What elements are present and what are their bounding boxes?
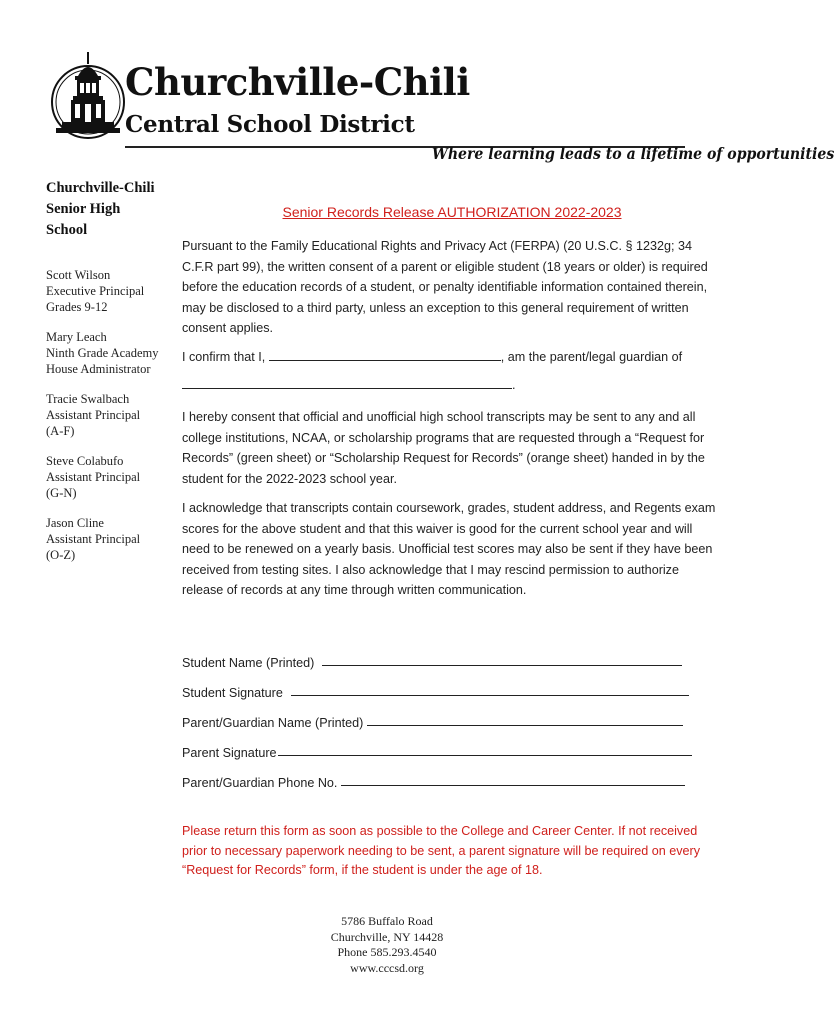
- website-link[interactable]: www.cccsd.org: [350, 960, 424, 975]
- student-name-field[interactable]: [182, 650, 682, 670]
- field-line[interactable]: [367, 724, 683, 726]
- city-state-zip: Churchville, NY 14428: [330, 929, 444, 944]
- student-signature-field[interactable]: [182, 680, 689, 700]
- staff-name: Steve Colabufo: [46, 454, 124, 468]
- consent-paragraph: I hereby consent that official and unofficial high school transcripts may be sent to any and all college institutions, NCAA, or scholarship programs that are requested through a “Request for Records” (green sheet) or “Scholarship Request for Records” (orange sheet) handed in by the student for the 2022-2023 school year.: [182, 410, 705, 486]
- field-label: Parent Signature: [182, 746, 277, 760]
- return-notice: Please return this form as soon as possible to the College and Career Center. If not received prior to necessary paperwork needing to be sent, a parent signature will be required on every “Request for Records” form, if the student is under the age of 18.: [182, 824, 701, 877]
- staff-title: Ninth Grade Academy: [46, 346, 159, 360]
- phone-number: Phone 585.293.4540: [337, 945, 437, 959]
- district-tagline: Where learning leads to a lifetime of opportunities: [432, 144, 834, 163]
- field-label: Student Signature: [182, 686, 283, 700]
- staff-entry: [46, 267, 176, 315]
- ferpa-intro-paragraph: Pursuant to the Family Educational Rights and Privacy Act (FERPA) (20 U.S.C. § 1232g; 34 C.F.R part 99), the written consent of a parent or eligible student (18 years or older) is required before the education records of a student, or penalty identifiable information contained therein, may be disclosed to a third party, unless an exception to this general requirement of written consent applies.: [182, 239, 708, 335]
- acknowledge-paragraph: I acknowledge that transcripts contain coursework, grades, student address, and Regents exam scores for the above student and that this waiver is good for the current school year and will need to be renewed on a yearly basis. Unofficial test scores may also be sent if they have been received from testing sites. I also acknowledge that I may rescind permission to authorize release of records at any time through written communication.: [182, 501, 716, 597]
- staff-name: Mary Leach: [46, 330, 107, 344]
- staff-entry: [46, 329, 176, 377]
- field-line[interactable]: [322, 664, 682, 666]
- field-label: Parent/Guardian Name (Printed): [182, 716, 364, 730]
- staff-title: (O-Z): [46, 548, 76, 562]
- school-bell-tower-logo: [48, 50, 126, 150]
- staff-entry: [46, 453, 176, 501]
- parent-name-field[interactable]: [182, 710, 683, 730]
- staff-title: (A-F): [46, 424, 75, 438]
- field-line[interactable]: [341, 784, 685, 786]
- confirm-suffix: , am the parent/legal guardian of: [500, 350, 683, 364]
- street-address: 5786 Buffalo Road: [341, 914, 433, 928]
- confirm-line: [182, 347, 722, 368]
- field-line[interactable]: [278, 754, 692, 756]
- field-label: Parent/Guardian Phone No.: [182, 776, 338, 790]
- staff-title: (G-N): [46, 486, 77, 500]
- staff-title: Assistant Principal: [46, 532, 141, 546]
- parent-name-blank[interactable]: [269, 347, 501, 361]
- staff-entry: [46, 515, 176, 563]
- school-name: Churchville-Chili Senior High School: [46, 180, 155, 238]
- staff-title: Assistant Principal: [46, 470, 141, 484]
- field-line[interactable]: [291, 694, 689, 696]
- staff-name: Jason Cline: [46, 516, 104, 530]
- confirm-prefix: I confirm that I,: [182, 350, 266, 364]
- district-subtitle: Central School District: [125, 111, 415, 138]
- district-name: Churchville-Chili: [125, 60, 470, 104]
- staff-title: Assistant Principal: [46, 408, 141, 422]
- staff-name: Scott Wilson: [46, 268, 111, 282]
- student-name-line: .: [182, 375, 722, 396]
- staff-title: Grades 9-12: [46, 300, 108, 314]
- field-label: Student Name (Printed): [182, 656, 315, 670]
- student-name-blank[interactable]: [182, 375, 512, 389]
- parent-phone-field[interactable]: [182, 770, 685, 790]
- staff-title: House Administrator: [46, 362, 151, 376]
- staff-name: Tracie Swalbach: [46, 392, 130, 406]
- parent-signature-field[interactable]: [182, 740, 692, 760]
- form-title: Senior Records Release AUTHORIZATION 2022-2023: [282, 204, 622, 220]
- school-address-footer: [282, 914, 492, 976]
- staff-entry: [46, 391, 176, 439]
- staff-title: Executive Principal: [46, 284, 145, 298]
